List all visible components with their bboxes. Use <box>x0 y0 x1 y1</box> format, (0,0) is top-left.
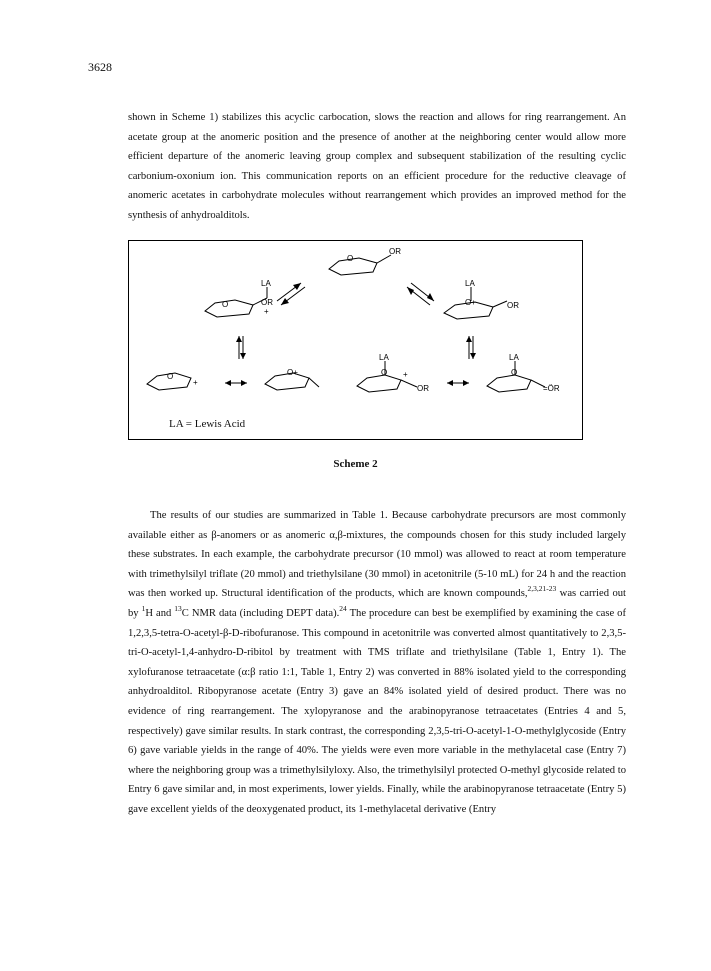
scheme-2-figure <box>128 240 583 440</box>
label-top-or: OR <box>389 247 401 256</box>
label-midleft-or: OR <box>261 298 273 307</box>
results-s1: The results of our studies are summarized in Table 1. Because carbohydrate precursors are most commonly available either as β-anomers or as anomeric α,β-mixtures, the compounds chosen for this study included largely these substrates. In each example, the carbohydrate precursor (10 mmol) was allowed to react at room temperature with trimethylsilyl triflate (20 mmol) and triethylsilane (30 mmol) in acetonitrile (5-10 mL) for 24 h and the reaction was then worked up. Structural identification of the products, which are known compounds, <box>128 510 626 600</box>
label-midleft-plus: + <box>264 307 269 316</box>
label-b4-o: O <box>511 368 518 377</box>
label-b4-la: LA <box>509 353 519 362</box>
label-midright-la: LA <box>465 279 475 288</box>
arrowhead-eq-left-down <box>240 353 246 359</box>
results-s5: The procedure can best be exemplified by examining the case of 1,2,3,5-tetra-O-acetyl-β-D-ribofuranose. This compound in acetonitrile was converted almost quantitatively to 2,3,5-tri-O-acetyl-1,4-anhydro-D-ribitol by treatment with TMS triflate and triethylsilane (Table 1, Entry 1). The xylofuranose tetraacetate (α:β ratio 1:1, Table 1, Entry 2) was converted in 88% isolated yield to the corresponding anhydroalditol. Ribopyranose acetate (Entry 3) gave an 84% isolated yield of desired product. There was no evidence of ring rearrangement. The xylopyranose and the arabinopyranose tetraacetates (Entries 4 and 5, respectively) gave similar results. In stark contrast, the corresponding 2,3,5-tri-O-acetyl-1-O-methylglycoside (Entry 6) gave variable yields in the range of 40%. The yields were even more variable in the methylacetal case (Entry 7) where the neighboring group was a trimethylsilyloxy. Also, the trimethylsilyl protected O-methyl glycoside related to Entry 6 gave similar and, in most experiments, lower yields. Finally, while the arabinopyranose tetraacetate (Entry 5) gave excellent yields of the deoxygenated product, its 1-methylacetal derivative (Entry <box>128 607 626 815</box>
label-b3-or: OR <box>417 384 429 393</box>
page-number: 3628 <box>88 60 112 74</box>
arrowhead-eq-right-up <box>466 336 472 342</box>
results-s2: was carried out by <box>128 588 626 619</box>
ring-bottom-4 <box>487 375 531 392</box>
intro-paragraph <box>128 108 626 226</box>
scheme-legend: LA = Lewis Acid <box>169 418 246 430</box>
arrowhead-left-back <box>281 298 289 305</box>
label-b1-plus: + <box>193 378 198 387</box>
label-b3-plus: + <box>403 370 408 379</box>
arrowhead-right-back <box>407 287 414 295</box>
intro-text: shown in Scheme 1) stabilizes this acyclic carbocation, slows the reaction and allows for ring rearrangement. An acetate group at the anomeric position and the presence of another at the neighboring center would allow more efficient departure of the anomeric leaving group complex and subsequent stabilization of the resulting cyclic carbonium-oxonium ion. This communication reports on an efficient procedure for the reductive cleavage of anomeric acetates in carbohydrate molecules without rearrangement which provides an improved method for the synthesis of anhydroalditols. <box>128 112 626 221</box>
label-b2-oplus: O+ <box>287 368 298 377</box>
nmr-h-superscript: 1 <box>141 603 146 613</box>
bond-bottom-2-exo <box>309 378 319 387</box>
arrowhead-res-1-left <box>225 380 231 386</box>
arrowhead-right-forward <box>427 293 434 301</box>
results-s4: C NMR data (including DEPT data). <box>181 607 340 619</box>
arrowhead-left-forward <box>293 283 301 290</box>
label-midleft-la: LA <box>261 279 271 288</box>
label-b4-eq-or: =ÖR <box>543 384 560 393</box>
label-top-o: O <box>347 254 354 263</box>
nmr-c-superscript: 13 <box>174 603 182 613</box>
results-paragraph <box>128 506 626 820</box>
arrowhead-res-2-right <box>463 380 469 386</box>
label-b3-o: O <box>381 368 388 377</box>
ring-bottom-3 <box>357 375 401 392</box>
arrowhead-eq-right-down <box>470 353 476 359</box>
arrowhead-res-2-left <box>447 380 453 386</box>
label-midright-oplus: O+ <box>465 298 476 307</box>
citation-ref-2: 24 <box>339 603 347 613</box>
label-b3-la: LA <box>379 353 389 362</box>
arrowhead-eq-left-up <box>236 336 242 342</box>
results-text <box>128 506 626 820</box>
arrowhead-res-1-right <box>241 380 247 386</box>
ring-mid-left <box>205 300 253 317</box>
bond-mid-right-or <box>493 301 507 307</box>
label-midleft-o: O <box>222 300 229 309</box>
scheme-diagram <box>129 241 584 441</box>
citation-ref-1: 2,3,21-23 <box>527 584 557 594</box>
scheme-caption: Scheme 2 <box>333 458 378 470</box>
bond-top-or <box>377 255 391 263</box>
bond-bottom-3-or <box>401 380 417 387</box>
label-midright-or: OR <box>507 301 519 310</box>
results-s3: H and <box>145 607 175 619</box>
label-b1-o: O <box>167 372 174 381</box>
